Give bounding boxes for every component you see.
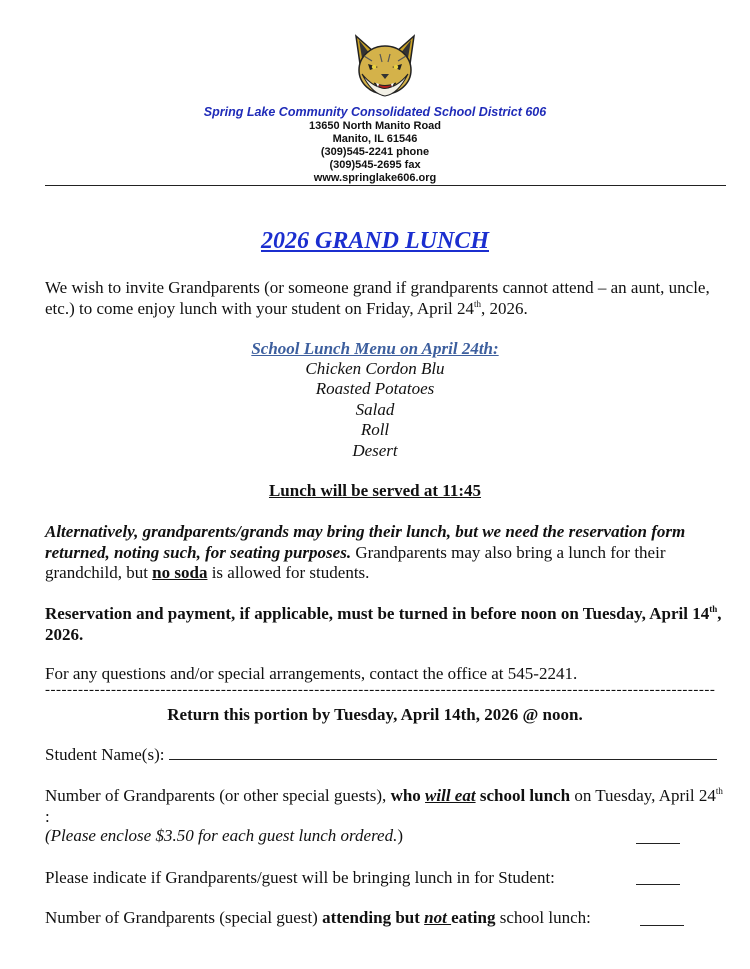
alternative-text: Grandparents may also bring a lunch for their grandchild, but bbox=[45, 542, 666, 582]
q1-text: Number of Grandparents (or other special guests), bbox=[45, 786, 391, 805]
no-soda-text: no soda bbox=[152, 563, 208, 582]
district-city: Manito, IL 61546 bbox=[332, 133, 418, 145]
intro-end: , 2026. bbox=[481, 298, 528, 318]
question-bringing-lunch: Please indicate if Grandparents/guest will be bringing lunch in for Student: bbox=[45, 868, 555, 887]
header-divider bbox=[45, 185, 726, 186]
cut-line: -------------------------------------------------------------------------------------------------------------------------- bbox=[45, 682, 716, 698]
q1-sup: th bbox=[715, 786, 723, 796]
q1-colon: : bbox=[45, 806, 50, 826]
question-eating-guests bbox=[45, 786, 730, 827]
bringing-lunch-field[interactable] bbox=[636, 870, 680, 885]
question-attending-not-eating bbox=[45, 908, 625, 929]
menu-item: Roasted Potatoes bbox=[315, 379, 435, 399]
district-address: 13650 North Manito Road bbox=[308, 120, 442, 132]
district-fax: (309)545-2695 fax bbox=[329, 159, 421, 171]
q1-who: who bbox=[390, 786, 426, 805]
bobcat-mascot-icon bbox=[350, 34, 420, 102]
q1-note-paren: ) bbox=[397, 826, 404, 845]
menu-item: Roll bbox=[360, 420, 390, 440]
menu-item: Chicken Cordon Blu bbox=[305, 359, 445, 378]
student-name-label: Student Name(s): bbox=[45, 745, 169, 764]
district-name: Spring Lake Community Consolidated School District 606 bbox=[203, 105, 547, 119]
district-phone: (309)545-2241 phone bbox=[320, 146, 430, 158]
student-name-field[interactable] bbox=[169, 745, 717, 760]
q1-school-lunch: school lunch bbox=[475, 786, 571, 805]
q3-attending: attending but bbox=[322, 908, 425, 927]
menu-title: School Lunch Menu on April 24th: bbox=[251, 339, 499, 358]
district-website[interactable]: www.springlake606.org bbox=[313, 172, 437, 184]
lunch-time: Lunch will be served at 11:45 bbox=[268, 481, 482, 500]
reservation-deadline bbox=[45, 604, 730, 645]
q1-end: on Tuesday, April 24 bbox=[570, 786, 716, 805]
q1-note-row bbox=[45, 826, 565, 847]
alternative-emphasis: Alternatively, grandparents/grands may bring their lunch, but we need the reservation form returned, noting such, for seating purposes. bbox=[45, 522, 686, 562]
intro-sup: th bbox=[474, 298, 482, 309]
contact-info: For any questions and/or special arrangements, contact the office at 545-2241. bbox=[45, 664, 578, 683]
intro-text: We wish to invite Grandparents (or someone grand if grandparents cannot attend – an aunt, uncle, etc.) to come enjoy lunch with your student on Friday, April 24 bbox=[45, 278, 710, 318]
attending-not-eating-field[interactable] bbox=[640, 911, 684, 926]
school-logo bbox=[350, 34, 420, 102]
menu-item: Desert bbox=[352, 440, 398, 460]
return-portion-heading: Return this portion by Tuesday, April 14th, 2026 @ noon. bbox=[167, 705, 583, 724]
q3-not: not bbox=[424, 908, 452, 927]
reservation-text: Reservation and payment, if applicable, must be turned in before noon on Tuesday, April 14 bbox=[45, 604, 710, 623]
reservation-sup: th bbox=[709, 604, 718, 614]
reservation-end: , 2026. bbox=[45, 604, 722, 644]
q1-will-eat: will eat bbox=[425, 786, 476, 805]
q3-end: school lunch: bbox=[495, 908, 591, 927]
alternative-end: is allowed for students. bbox=[207, 563, 370, 582]
menu-item: Salad bbox=[355, 399, 395, 419]
q3-eating: eating bbox=[451, 908, 496, 927]
student-name-row bbox=[45, 745, 730, 766]
q1-price-note: (Please enclose $3.50 for each guest lunch ordered. bbox=[45, 826, 398, 845]
eating-guests-count-field[interactable] bbox=[636, 829, 680, 844]
q3-text: Number of Grandparents (special guest) bbox=[45, 908, 323, 927]
page-title: 2026 GRAND LUNCH bbox=[260, 228, 489, 254]
intro-paragraph bbox=[45, 278, 730, 319]
menu-list bbox=[0, 359, 750, 461]
alternative-paragraph bbox=[45, 522, 730, 584]
